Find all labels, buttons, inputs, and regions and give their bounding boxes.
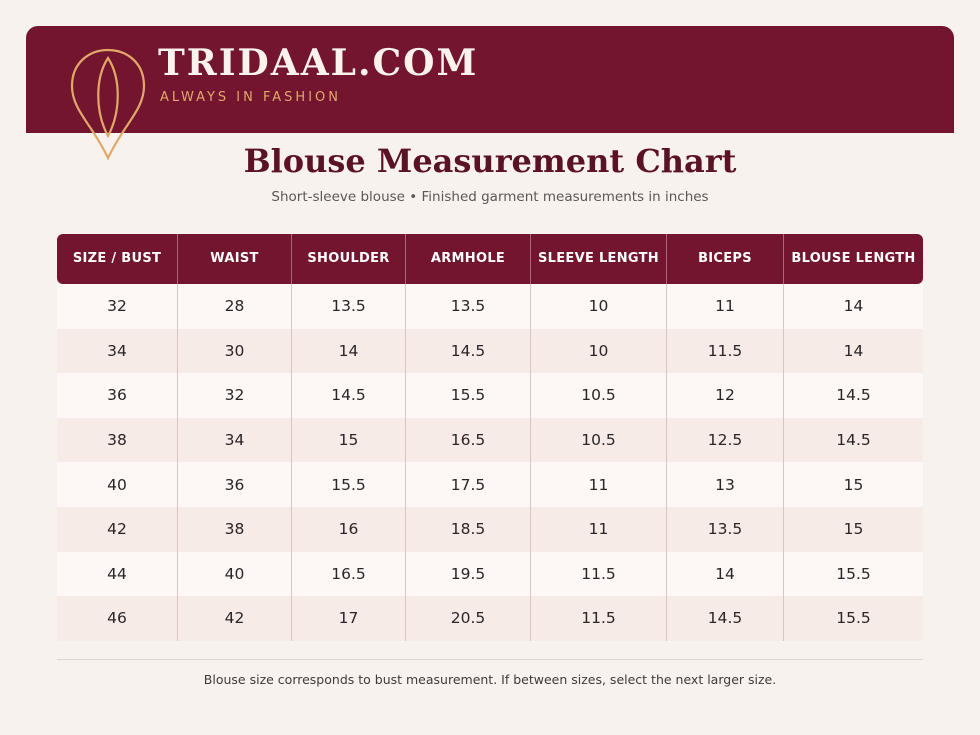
table-cell: 40 [177, 552, 291, 597]
table-cell: 18.5 [405, 507, 530, 552]
column-header-armhole: ARMHOLE [405, 234, 530, 284]
table-cell: 40 [57, 462, 177, 507]
page-subtitle: Short-sleeve blouse • Finished garment measurements in inches [271, 189, 709, 205]
table-cell: 11 [666, 284, 783, 329]
brand-tagline: ALWAYS IN FASHION [160, 90, 341, 105]
table-cell: 11.5 [530, 596, 666, 641]
table-cell: 11 [530, 507, 666, 552]
table-cell: 14 [291, 329, 405, 374]
table-row [57, 596, 923, 641]
table-row [57, 329, 923, 374]
table-cell: 10.5 [530, 418, 666, 463]
table-cell: 16 [291, 507, 405, 552]
table-cell: 14 [666, 552, 783, 597]
table-cell: 14.5 [405, 329, 530, 374]
measurement-table [57, 234, 923, 641]
table-cell: 38 [57, 418, 177, 463]
brand-name: TRIDAAL.COM [158, 42, 479, 84]
size-footnote: Blouse size corresponds to bust measurement. If between sizes, select the next larger size. [203, 672, 777, 687]
column-header-size-bust: SIZE / BUST [57, 234, 177, 284]
table-cell: 32 [57, 284, 177, 329]
table-cell: 14.5 [783, 373, 923, 418]
table-cell: 17 [291, 596, 405, 641]
table-cell: 15.5 [783, 596, 923, 641]
table-cell: 34 [177, 418, 291, 463]
table-cell: 15 [291, 418, 405, 463]
table-cell: 42 [57, 507, 177, 552]
table-cell: 13.5 [291, 284, 405, 329]
table-cell: 38 [177, 507, 291, 552]
table-cell: 32 [177, 373, 291, 418]
table-row [57, 284, 923, 329]
table-cell: 12 [666, 373, 783, 418]
table-cell: 14.5 [666, 596, 783, 641]
table-cell: 13 [666, 462, 783, 507]
table-cell: 20.5 [405, 596, 530, 641]
table-cell: 15.5 [783, 552, 923, 597]
table-cell: 16.5 [405, 418, 530, 463]
table-cell: 14.5 [291, 373, 405, 418]
table-cell: 17.5 [405, 462, 530, 507]
table-cell: 42 [177, 596, 291, 641]
column-header-blouse-length: BLOUSE LENGTH [783, 234, 923, 284]
table-cell: 44 [57, 552, 177, 597]
table-cell: 10 [530, 284, 666, 329]
table-cell: 14 [783, 329, 923, 374]
table-cell: 16.5 [291, 552, 405, 597]
table-cell: 36 [177, 462, 291, 507]
table-cell: 13.5 [405, 284, 530, 329]
table-cell: 11.5 [666, 329, 783, 374]
table-cell: 10 [530, 329, 666, 374]
table-cell: 28 [177, 284, 291, 329]
table-cell: 11.5 [530, 552, 666, 597]
table-cell: 15 [783, 507, 923, 552]
table-row [57, 507, 923, 552]
table-cell: 15.5 [405, 373, 530, 418]
table-cell: 15.5 [291, 462, 405, 507]
page-title: Blouse Measurement Chart [243, 142, 737, 180]
column-header-biceps: BICEPS [666, 234, 783, 284]
footer-divider [57, 659, 923, 660]
table-cell: 46 [57, 596, 177, 641]
table-row [57, 552, 923, 597]
table-cell: 10.5 [530, 373, 666, 418]
table-cell: 30 [177, 329, 291, 374]
table-cell: 36 [57, 373, 177, 418]
table-cell: 13.5 [666, 507, 783, 552]
column-header-sleeve-length: SLEEVE LENGTH [530, 234, 666, 284]
table-cell: 34 [57, 329, 177, 374]
table-cell: 14 [783, 284, 923, 329]
table-row [57, 418, 923, 463]
brand-header [26, 26, 954, 133]
table-cell: 19.5 [405, 552, 530, 597]
table-cell: 12.5 [666, 418, 783, 463]
column-header-shoulder: SHOULDER [291, 234, 405, 284]
table-cell: 14.5 [783, 418, 923, 463]
table-header-row [57, 234, 923, 284]
table-cell: 15 [783, 462, 923, 507]
table-row [57, 373, 923, 418]
table-cell: 11 [530, 462, 666, 507]
table-row [57, 462, 923, 507]
column-header-waist: WAIST [177, 234, 291, 284]
